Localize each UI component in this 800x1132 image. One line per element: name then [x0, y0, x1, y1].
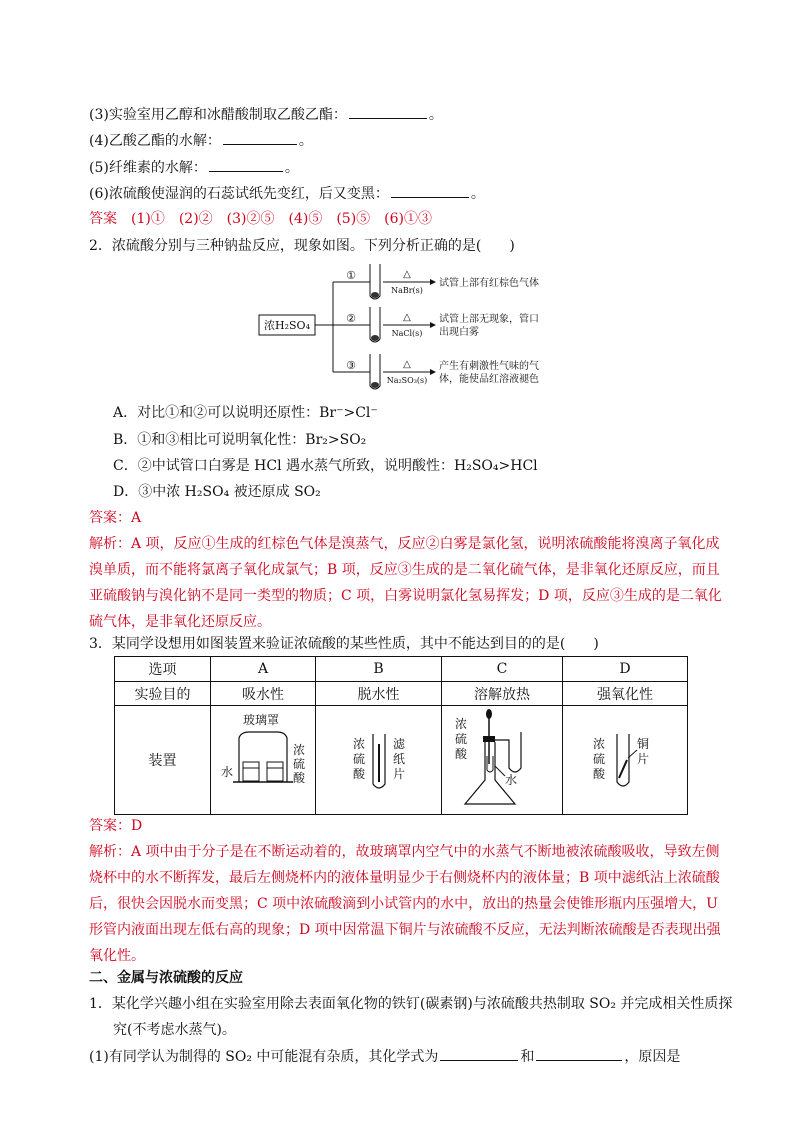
apparatus-d-cell: [563, 706, 688, 815]
answer-blank[interactable]: [349, 104, 427, 119]
table-cell: 强氧化性: [563, 682, 688, 706]
answer-blank[interactable]: [391, 183, 469, 198]
apparatus-b-cell: [316, 706, 442, 815]
q3-explanation-1: 解析：A 项中由于分子是在不断运动着的，故玻璃罩内空气中的水蒸气不断地被浓硫酸吸收，导致左侧: [89, 844, 720, 860]
observation-3b: 体，能使品红溶液褪色: [439, 374, 539, 385]
table-cell: B: [316, 657, 442, 682]
glass-cover-label: 玻璃罩: [242, 713, 280, 727]
option-a[interactable]: A．对比①和②可以说明还原性：Br⁻>Cl⁻: [113, 405, 378, 421]
answer-blank[interactable]: [209, 157, 283, 172]
apparatus-a-figure: [213, 708, 313, 808]
acid-label: 酸: [352, 767, 365, 781]
heat-symbol: △: [403, 269, 411, 280]
table-header-row: [115, 657, 688, 682]
apparatus-d-figure: [575, 708, 675, 808]
dropper-bulb: [486, 709, 492, 719]
answer-blank[interactable]: [223, 130, 297, 145]
acid-label: 硫: [352, 752, 365, 766]
table-cell: 脱水性: [316, 682, 442, 706]
option-b[interactable]: B．①和③相比可说明氧化性：Br₂>SO₂: [113, 432, 367, 448]
water-label: 水: [504, 773, 518, 787]
observation-3a: 产生有刺激性气味的气: [439, 361, 539, 372]
test-tube-2: [370, 307, 380, 342]
section-q1-part1: (1)有同学认为制得的 SO₂ 中可能混有杂质，其化学式为 和 ，原因是: [89, 1046, 680, 1067]
q3-stem: 3．某同学设想用如图装置来验证浓硫酸的某些性质，其中不能达到目的的是( ): [89, 636, 599, 652]
q1-item-6: (6)浓硫酸使湿润的石蕊试纸先变红，后又变黑： 。: [89, 183, 485, 204]
copper-strip: [619, 760, 627, 778]
reaction-diagram: [255, 262, 575, 392]
section-title: 二、金属与浓硫酸的反应: [89, 970, 243, 986]
reagent-2: NaCl(s): [391, 329, 423, 338]
acid-label: 酸: [454, 747, 468, 761]
acid-label: 硫: [592, 752, 606, 766]
q2-explanation-3: 亚硫酸钠与溴化钠不是同一类型的物质；C 项，白雾说明氯化氢易挥发；D 项，反应③生成的是二氧化: [89, 588, 722, 604]
q2-explanation-2: 溴单质，而不能将氯离子氧化成氯气；B 项，反应③生成的是二氧化硫气体，是非氧化还原反应，而且: [89, 562, 720, 578]
stopper: [483, 736, 495, 742]
apparatus-c-cell: [442, 706, 563, 815]
q3-explanation-2: 烧杯中的水不断挥发，最后左侧烧杯内的液体量明显少于右侧烧杯内的液体量；B 项中滤纸沾上浓硫酸: [89, 870, 720, 886]
q2-explanation-1: 解析：A 项，反应①生成的红棕色气体是溴蒸气，反应②白雾是氯化氢，说明浓硫酸能将溴离子氧化成: [89, 536, 720, 552]
answer-blank[interactable]: [536, 1046, 622, 1061]
apparatus-a-cell: [211, 706, 316, 815]
acid-label: 浓: [454, 717, 468, 731]
label-1: ①: [346, 269, 356, 282]
q1-answer: 答案 (1)① (2)② (3)②⑤ (4)⑤ (5)⑤ (6)①③: [89, 211, 432, 227]
table-row-apparatus: [115, 706, 688, 815]
heat-symbol: △: [403, 312, 411, 323]
test-tube: [617, 734, 629, 786]
beaker-left: [243, 762, 259, 781]
q3-explanation-5: 氧化性。: [89, 948, 145, 964]
glass-cover: [239, 732, 287, 782]
copper-label: 铜: [636, 737, 650, 751]
apparatus-c-figure: [447, 706, 557, 810]
observation-1: 试管上部有红棕色气体: [439, 278, 539, 289]
q2-answer: 答案：A: [89, 510, 142, 526]
section-q1-line2: 究(不考虑水蒸气)。: [113, 1022, 236, 1038]
test-tube-3: [370, 354, 380, 389]
observation-2a: 试管上部无现象，管口: [439, 314, 539, 325]
table-cell: A: [211, 657, 316, 682]
heat-symbol: △: [403, 359, 411, 370]
water-label: 水: [220, 765, 234, 779]
table-cell: 装置: [115, 706, 211, 815]
beaker-right: [267, 762, 283, 781]
acid-label: 硫: [454, 732, 468, 746]
section-q1-line1: 1．某化学兴趣小组在实验室用除去表面氧化物的铁钉(碳素钢)与浓硫酸共热制取 SO₂ 并完成相关性质探: [89, 996, 733, 1012]
acid-label: 硫: [292, 757, 306, 771]
table-cell: 选项: [115, 657, 211, 682]
q3-answer: 答案：D: [89, 818, 143, 834]
q1-item-4: (4)乙酸乙酯的水解： 。: [89, 130, 313, 151]
paper-label: 片: [392, 767, 405, 781]
apparatus-b-figure: [329, 708, 429, 808]
paper-label: 滤: [392, 737, 405, 751]
option-c[interactable]: C．②中试管口白雾是 HCl 遇水蒸气所致，说明酸性：H₂SO₄>HCl: [113, 458, 538, 474]
option-d[interactable]: D．③中浓 H₂SO₄ 被还原成 SO₂: [113, 484, 321, 500]
small-tube: [487, 756, 493, 772]
paper-label: 纸: [392, 752, 405, 766]
q1-item-3: (3)实验室用乙醇和冰醋酸制取乙酸乙酯： 。: [89, 104, 443, 125]
start-label: 浓H₂SO₄: [264, 319, 310, 332]
experiment-table: [114, 656, 688, 815]
q1-item-5: (5)纤维素的水解： 。: [89, 157, 299, 178]
table-cell: 实验目的: [115, 682, 211, 706]
u-tube: [495, 732, 521, 772]
test-tube-1: [370, 264, 380, 299]
table-cell: 吸水性: [211, 682, 316, 706]
table-cell: D: [563, 657, 688, 682]
label-2: ②: [346, 312, 356, 325]
copper-label: 片: [636, 752, 650, 766]
q3-explanation-4: 形管内液面出现左低右高的现象；D 项中因常温下铜片与浓硫酸不反应，无法判断浓硫酸是否表现出强: [89, 922, 721, 938]
reagent-1: NaBr(s): [391, 286, 423, 295]
acid-label: 浓: [292, 743, 306, 757]
acid-label: 浓: [352, 737, 365, 751]
table-row: [115, 682, 688, 706]
table-cell: C: [442, 657, 563, 682]
acid-label: 酸: [592, 767, 606, 781]
answer-blank[interactable]: [440, 1046, 518, 1061]
label-3: ③: [346, 359, 356, 372]
acid-label: 酸: [292, 771, 306, 785]
table-cell: 溶解放热: [442, 682, 563, 706]
q2-explanation-4: 硫气体，是非氧化还原反应。: [89, 614, 271, 630]
observation-2b: 出现白雾: [439, 327, 479, 338]
q3-explanation-3: 后，很快会因脱水而变黑；C 项中浓硫酸滴到小试管内的水中，放出的热量会使锥形瓶内压强增大，U: [89, 896, 718, 912]
acid-label: 浓: [592, 737, 606, 751]
q2-stem: 2．浓硫酸分别与三种钠盐反应，现象如图。下列分析正确的是( ): [89, 238, 515, 254]
reagent-3: Na₂SO₃(s): [386, 376, 428, 385]
